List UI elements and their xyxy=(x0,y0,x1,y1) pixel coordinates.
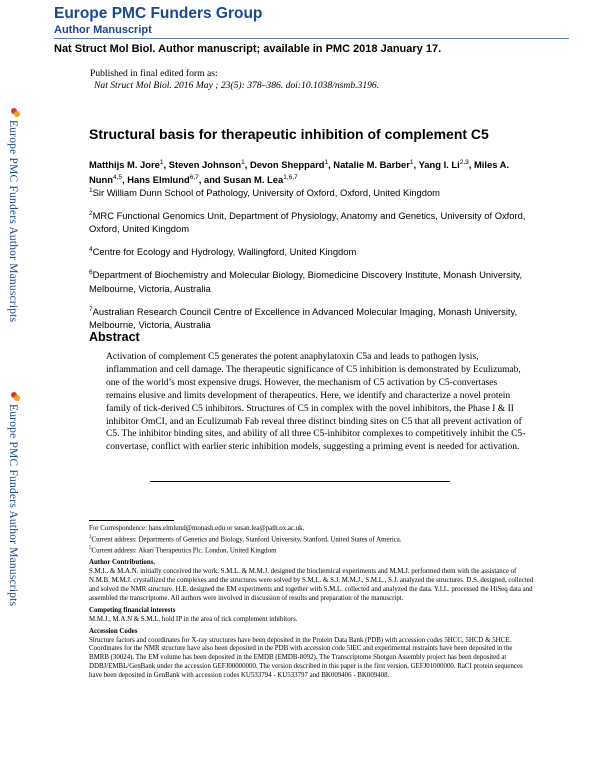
published-label: Published in final edited form as: xyxy=(90,68,218,79)
author-affiliation-marker: 1 xyxy=(159,159,164,166)
affiliation-item: $^2$MRC Functional Genomics Unit, Department of Physiology, Anatomy and Genetics, University of Oxford, Oxford, United Kingdom xyxy=(89,210,526,235)
author-list: Matthijs M. Jore$^1$, Steven Johnson$^1$, Devon Sheppard$^1$, Natalie M. Barber$^1$, Yang I. Li$^{2,3}$, Miles A. Nunn$^{4,5}$, Hans Elmlund$^{6,7}$, and Susan M. Lea$^{1,6,7}$ xyxy=(89,159,510,186)
side-banner-bottom xyxy=(7,392,25,606)
europe-pmc-logo-icon xyxy=(11,392,20,401)
footnote-5: $^5$Current address: Akari Therapeutics Plc. London, United Kingdom xyxy=(89,546,277,555)
side-banner-text: Europe PMC Funders Author Manuscripts xyxy=(7,120,19,323)
affiliation-list xyxy=(89,184,534,339)
author-name: Natalie M. Barber xyxy=(333,159,410,171)
competing-text: M.M.J., M.A.N & S.M.L. hold IP in the area of tick complement inhibitors. xyxy=(89,615,298,623)
author-name: Steven Johnson xyxy=(168,159,242,171)
affiliation-item: $^4$Centre for Ecology and Hydrology, Wallingford, United Kingdom xyxy=(89,246,357,258)
author-affiliation-marker: 1 xyxy=(409,159,414,166)
contributions-text: S.M.L. & M.A.N. initially conceived the work. S.M.L. & M.M.J. designed the biochemical experiments and M.M.J. performed them with the assistance of N.M.B. M.M.J. crystallized the complexes and the structures were solved by S.M.L. & S.J. M.M.J., S.M.L., S.J. analyzed the structures. D.S. designed, collected and solved the NMR structure. H.E. designed the EM experiments and together with S.M.L. collected and analyzed the data. Y.I.L. processed the HiSeq data and assembled the transcriptome. All authors were involved in discussion of results and preparation of the manuscript. xyxy=(89,568,534,602)
author-affiliation-marker: 2,3 xyxy=(459,159,469,166)
author-name: Susan M. Lea xyxy=(223,174,284,186)
author-name: Miles A. Nunn xyxy=(89,159,510,186)
europe-pmc-logo-icon xyxy=(11,108,20,117)
affiliation-item: $^6$Department of Biochemistry and Molecular Biology, Biomedicine Discovery Institute, Monash University, Melbourne, Victoria, Australia xyxy=(89,269,523,294)
accession-heading: Accession Codes xyxy=(89,627,138,635)
header-rule xyxy=(54,38,569,39)
published-citation xyxy=(90,80,379,92)
author-affiliation-marker: 6,7 xyxy=(189,174,199,182)
author-affiliation-marker: 1 xyxy=(241,159,245,166)
author-name: Yang I. Li xyxy=(418,159,460,171)
author-affiliation-marker: 1 xyxy=(324,159,329,166)
correspondence-note: For Correspondence: hans.elmlund@monash.edu or susan.lea@path.ox.ac.uk. xyxy=(89,525,305,532)
abstract-heading: Abstract xyxy=(89,330,140,344)
published-info xyxy=(90,68,379,92)
abstract-text: Activation of complement C5 generates the potent anaphylatoxin C5a and leads to pathogen lysis, inflammation and cell damage. The therapeutic significance of C5 inhibition is demonstrated by Eculizumab, one of the world’s most expensive drugs. However, the mechanism of C5 activation by C5-convertases remains elusive and limits development of therapeutics. Here, we identify and characterize a novel protein family of tick-derived C5 inhibitors. Structures of C5 in complex with the novel inhibitors, the Phase I & II inhibitor OmCI, and an Eculizumab Fab reveal three distinct binding sites on C5 that all prevent activation of C5. The inhibitor binding sites, and ability of all three C5-inhibitor complexes to competitively inhibit the C5-convertase, conflict with earlier steric inhibition models, suggesting a priming event is needed for activation. xyxy=(106,352,526,453)
side-banner-top xyxy=(7,108,25,322)
published-citation-text: Nat Struct Mol Biol. 2016 May ; 23(5): 378–386. doi:10.1038/nsmb.3196. xyxy=(94,80,380,91)
journal-line: Nat Struct Mol Biol. Author manuscript; available in PMC 2018 January 17. xyxy=(54,43,442,55)
affiliation-item: $^1$Sir William Dunn School of Pathology, University of Oxford, Oxford, United Kingdom xyxy=(89,187,440,199)
footnote-rule xyxy=(89,520,174,521)
side-banner-text: Europe PMC Funders Author Manuscripts xyxy=(7,404,19,607)
footnote-3: $^3$Current address: Departments of Genetics and Biology, Stanford University, Stanford, United States of America. xyxy=(89,534,402,544)
author-affiliation-marker: 1,6,7 xyxy=(283,174,298,182)
paper-title: Structural basis for therapeutic inhibition of complement C5 xyxy=(89,126,489,142)
competing-heading: Competing financial interests xyxy=(89,606,176,614)
contributions-heading: Author Contributions. xyxy=(89,559,156,567)
author-manuscript-label: Author Manuscript xyxy=(54,24,152,36)
author-affiliation-marker: 4,5 xyxy=(112,174,122,182)
funders-group-title: Europe PMC Funders Group xyxy=(54,5,263,22)
accession-text: Structure factors and coordinates for X-ray structures have been deposited in the Protein Data Bank (PDB) with accession codes 5HCC, 5HCD & 5HCE. Coordinates for the NMR structure have also been deposited in the PDB with accession code 5IEC and experimental restraints have been deposited in the BMRB (30024). The EM volume has been deposited in the EMDB (EMDB-8092). The Transcriptome Shotgun Assembly project has been deposited at DDBJ/EMBL/GenBank under the accession GEFJ00000000. The version described in this paper is the first version, GEFJ01000000. RaCI protein sequences have been deposited in GenBank with accession codes KU533794 - KU533797 and BK009406 - BK009408. xyxy=(89,636,523,680)
footnotes xyxy=(89,525,534,681)
page-header xyxy=(54,5,574,56)
abstract-rule xyxy=(150,481,450,482)
author-name: Devon Sheppard xyxy=(249,159,325,171)
author-name: Hans Elmlund xyxy=(127,174,190,186)
affiliation-item: $^7$Australian Research Council Centre of Excellence in Advanced Molecular Imaging, Monash University, Melbourne, Victoria, Australia xyxy=(89,305,518,330)
author-name: Matthijs M. Jore xyxy=(89,159,160,171)
